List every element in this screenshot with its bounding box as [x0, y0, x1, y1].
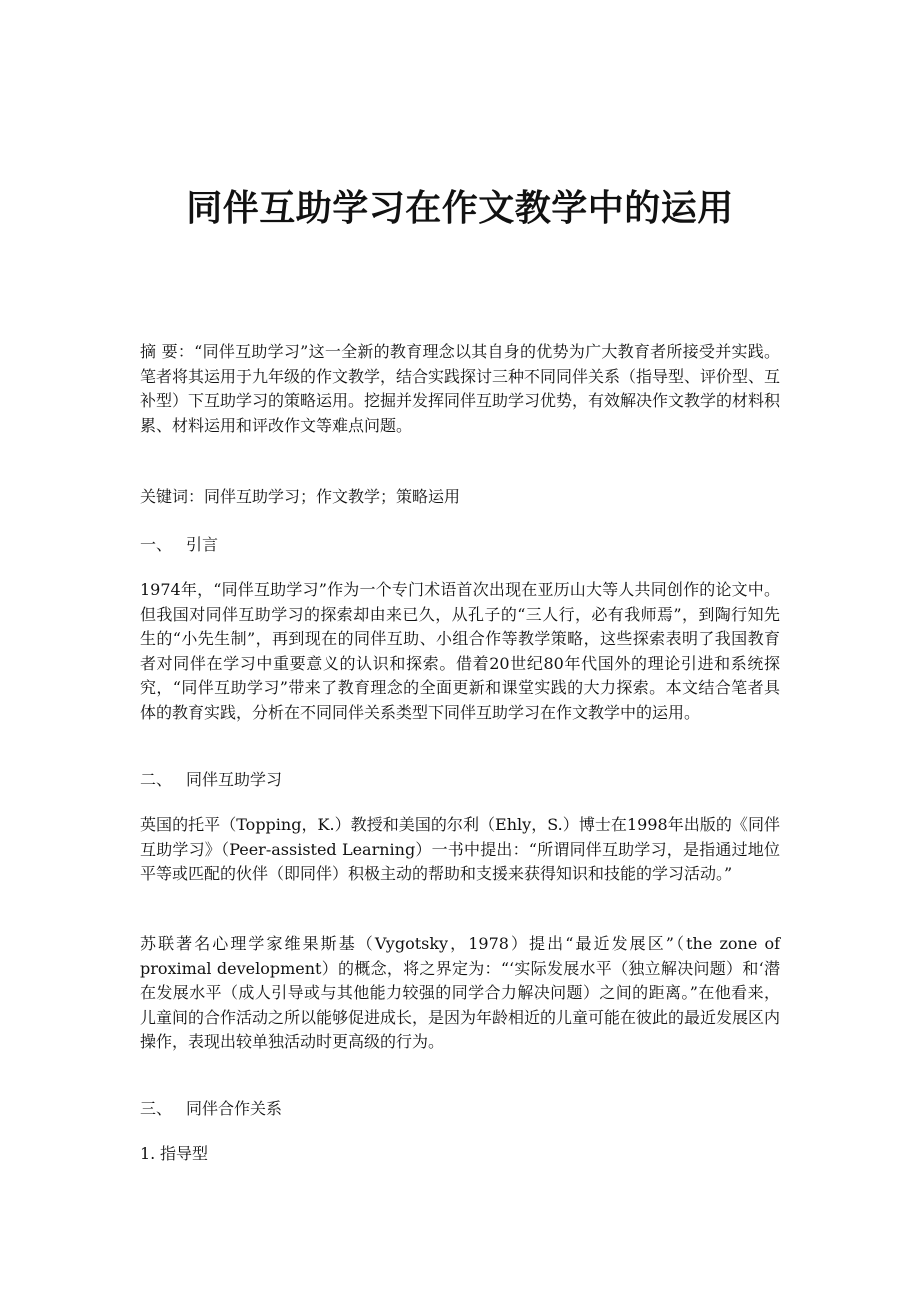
- section-number: 一、: [140, 535, 173, 554]
- paragraph-text: 苏联著名心理学家维果斯基（Vygotsky，1978）提出“最近发展区”（the zone of proximal development）的概念，将之界定为：“‘实际发展水平（独立解决问题）和‘潜在发展水平（成人引导或与其他能力较强的同学合力解决问题）之间的距离。”在他看来，儿童间的合作活动之所以能够促进成长，是因为年龄相近的儿童可能在彼此的最近发展区内操作，表现出较单独活动时更高级的行为。: [140, 934, 781, 1052]
- body-paragraph-intro: [140, 578, 780, 726]
- section-number: 二、: [140, 770, 173, 789]
- section-number: 三、: [140, 1099, 173, 1118]
- body-paragraph-vygotsky: [140, 932, 780, 1055]
- paragraph-text: 1974年，“同伴互助学习”作为一个专门术语首次出现在亚历山大等人共同创作的论文中。但我国对同伴互助学习的探索却由来已久，从孔子的“三人行，必有我师焉”，到陶行知先生的“小先生制”，再到现在的同伴互助、小组合作等教学策略，这些探索表明了我国教育者对同伴在学习中重要意义的认识和探索。借着20世纪80年代国外的理论引进和系统探究，“同伴互助学习”带来了教育理念的全面更新和课堂实践的大力探索。本文结合笔者具体的教育实践，分析在不同同伴关系类型下同伴互助学习在作文教学中的运用。: [140, 580, 780, 722]
- keywords-section: [140, 485, 780, 510]
- section-heading-peer-relations: [140, 1097, 780, 1122]
- section-title: 引言: [186, 535, 219, 554]
- abstract-text: “同伴互助学习”这一全新的教育理念以其自身的优势为广大教育者所接受并实践。笔者将其运用于九年级的作文教学，结合实践探讨三种不同同伴关系（指导型、评价型、互补型）下互助学习的策略运用。挖掘并发挥同伴互助学习优势，有效解决作文教学的材料积累、材料运用和评改作文等难点问题。: [140, 342, 781, 435]
- subsection-heading-guidance: [140, 1142, 780, 1167]
- document-title: 同伴互助学习在作文教学中的运用: [186, 188, 734, 229]
- section-title: 同伴合作关系: [186, 1099, 283, 1118]
- subsection-number: 1.: [140, 1144, 156, 1163]
- body-paragraph-topping: [140, 813, 780, 887]
- paragraph-text: 英国的托平（Topping，K.）教授和美国的尔利（Ehly，S.）博士在1998年出版的《同伴互助学习》（Peer-assisted Learning）一书中提出：“所谓同伴互助学习，是指通过地位平等或匹配的伙伴（即同伴）积极主动的帮助和支援来获得知识和技能的学习活动。”: [140, 815, 780, 884]
- section-heading-intro: [140, 533, 780, 558]
- section-title: 同伴互助学习: [186, 770, 283, 789]
- section-heading-peer-learning: [140, 768, 780, 793]
- keywords-paragraph: [140, 485, 780, 510]
- abstract-paragraph: [140, 340, 780, 438]
- abstract-label: 摘 要：: [140, 342, 195, 361]
- keywords-text: 同伴互助学习；作文教学；策略运用: [204, 487, 461, 506]
- keywords-label: 关键词：: [140, 487, 205, 506]
- abstract-section: [140, 340, 780, 438]
- subsection-title: 指导型: [160, 1144, 209, 1163]
